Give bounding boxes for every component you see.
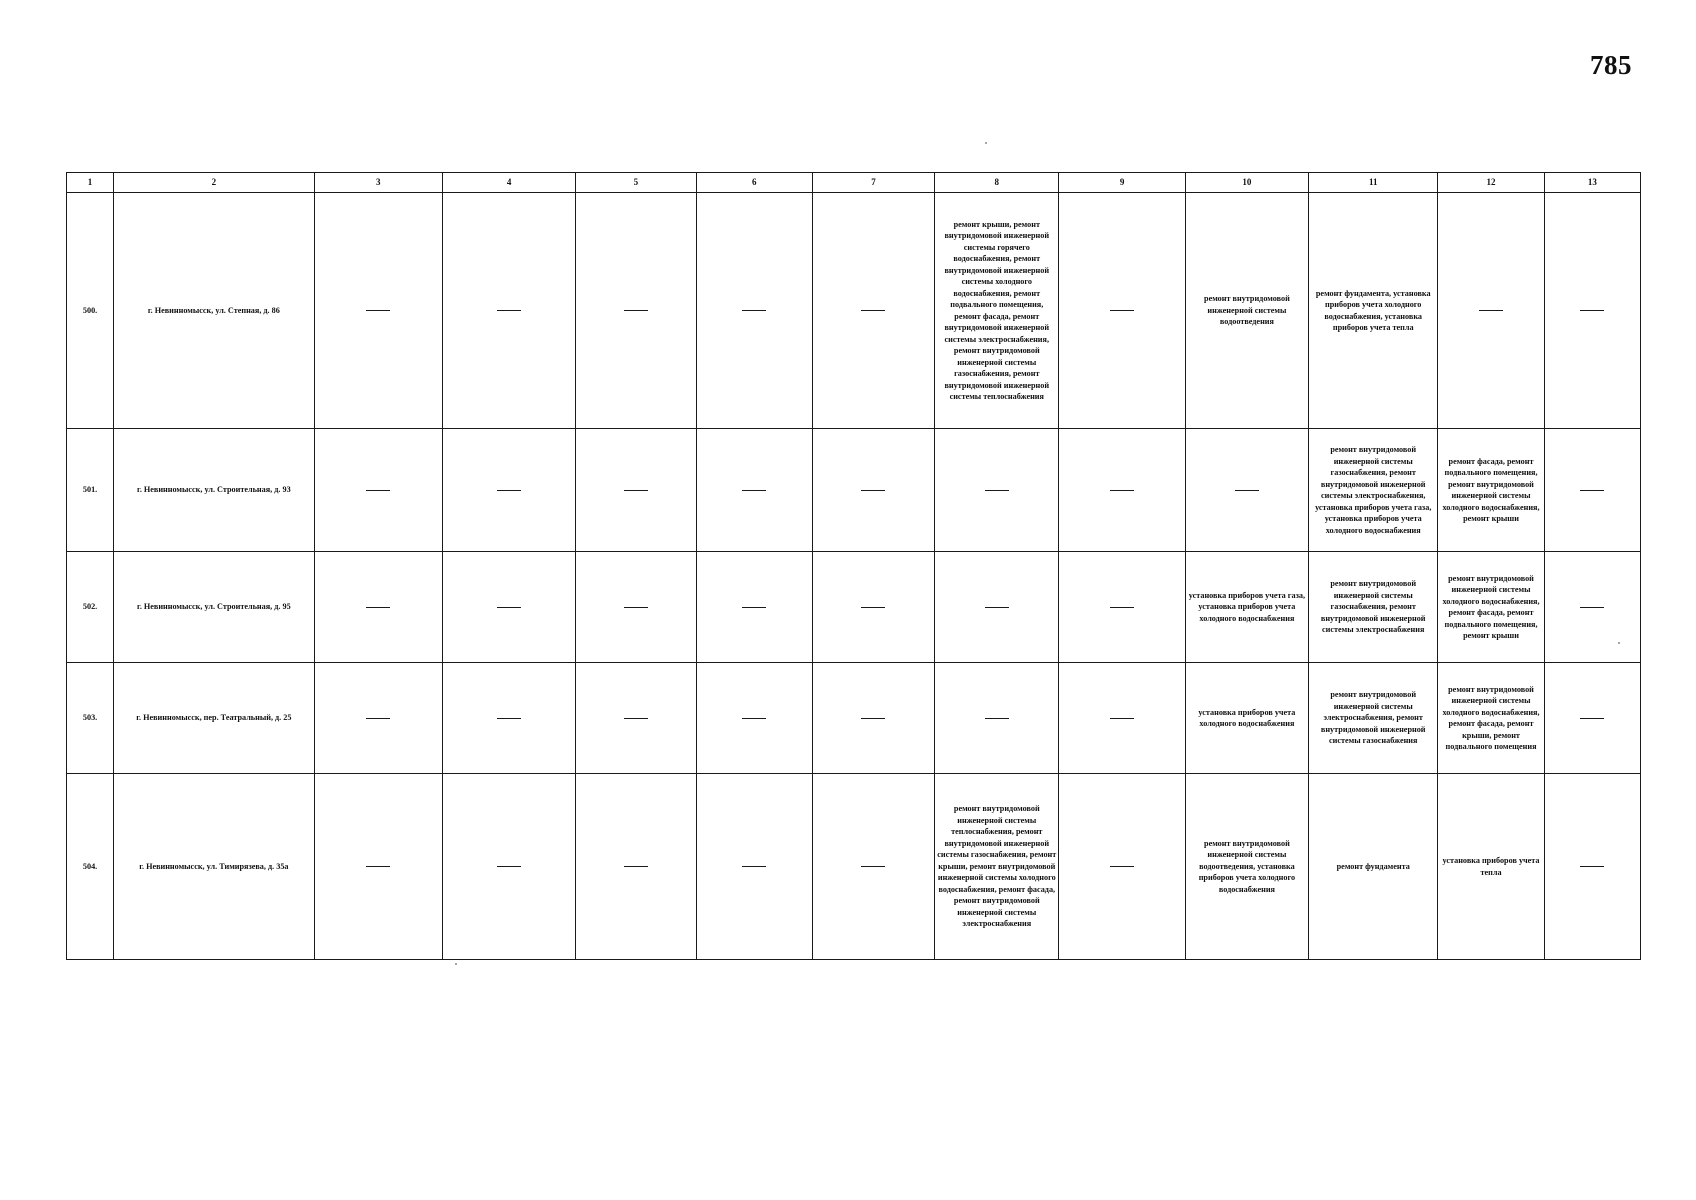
dash-mark [1110,718,1134,719]
repair-registry-table [66,172,1641,960]
empty-dash-cell [1544,193,1640,429]
table-row [67,193,1641,429]
dash-mark [861,718,885,719]
dash-mark [1580,718,1604,719]
dash-mark [1479,310,1503,311]
empty-dash-cell [696,552,812,663]
empty-dash-cell [314,429,442,552]
empty-dash-cell [696,774,812,960]
empty-dash-cell [812,193,934,429]
dash-mark [861,607,885,608]
empty-dash-cell [1059,774,1185,960]
dash-mark [624,490,648,491]
empty-dash-cell [576,663,696,774]
row-number: 502. [67,552,114,663]
dash-mark [497,607,521,608]
empty-dash-cell [935,429,1059,552]
dash-mark [742,866,766,867]
column-header: 11 [1309,173,1438,193]
empty-dash-cell [812,429,934,552]
empty-dash-cell [314,193,442,429]
empty-dash-cell [442,774,575,960]
dash-mark [366,490,390,491]
dash-mark [624,310,648,311]
work-description-cell: ремонт внутридомовой инженерной системы водоотведения [1185,193,1308,429]
empty-dash-cell [576,774,696,960]
dash-mark [985,490,1009,491]
address-cell: г. Невинномысск, ул. Строительная, д. 95 [114,552,315,663]
work-description-cell: установка приборов учета холодного водоснабжения [1185,663,1308,774]
dash-mark [497,718,521,719]
dash-mark [1580,607,1604,608]
work-description-cell: ремонт внутридомовой инженерной системы водоотведения, установка приборов учета холодного водоснабжения [1185,774,1308,960]
dash-mark [861,866,885,867]
dash-mark [985,718,1009,719]
work-description-cell: ремонт внутридомовой инженерной системы теплоснабжения, ремонт внутридомовой инженерной системы газоснабжения, ремонт крыши, ремонт внутридомовой инженерной системы холодного водоснабжения, ремонт фасада, ремонт внутридомовой инженерной системы электроснабжения [935,774,1059,960]
dash-mark [1580,310,1604,311]
dash-mark [366,310,390,311]
empty-dash-cell [696,663,812,774]
scan-speck [455,963,457,965]
empty-dash-cell [442,663,575,774]
row-number: 503. [67,663,114,774]
empty-dash-cell [576,429,696,552]
work-description-cell: ремонт внутридомовой инженерной системы электроснабжения, ремонт внутридомовой инженерной системы газоснабжения [1309,663,1438,774]
column-header: 4 [442,173,575,193]
row-number: 504. [67,774,114,960]
row-number: 500. [67,193,114,429]
dash-mark [366,866,390,867]
empty-dash-cell [812,774,934,960]
work-description-cell: установка приборов учета газа, установка приборов учета холодного водоснабжения [1185,552,1308,663]
empty-dash-cell [442,552,575,663]
work-description-cell: ремонт внутридомовой инженерной системы холодного водоснабжения, ремонт фасада, ремонт крыши, ремонт подвального помещения [1438,663,1544,774]
dash-mark [366,607,390,608]
table-row [67,663,1641,774]
dash-mark [366,718,390,719]
dash-mark [1110,490,1134,491]
dash-mark [497,866,521,867]
empty-dash-cell [812,552,934,663]
dash-mark [742,490,766,491]
work-description-cell: ремонт фасада, ремонт подвального помещения, ремонт внутридомовой инженерной системы холодного водоснабжения, ремонт крыши [1438,429,1544,552]
address-cell: г. Невинномысск, пер. Театральный, д. 25 [114,663,315,774]
column-header: 8 [935,173,1059,193]
empty-dash-cell [696,429,812,552]
address-cell: г. Невинномысск, ул. Степная, д. 86 [114,193,315,429]
column-header: 9 [1059,173,1185,193]
empty-dash-cell [812,663,934,774]
empty-dash-cell [696,193,812,429]
dash-mark [742,607,766,608]
empty-dash-cell [1059,429,1185,552]
column-header: 13 [1544,173,1640,193]
empty-dash-cell [314,552,442,663]
empty-dash-cell [442,429,575,552]
address-cell: г. Невинномысск, ул. Строительная, д. 93 [114,429,315,552]
empty-dash-cell [1544,552,1640,663]
table-row [67,774,1641,960]
empty-dash-cell [576,552,696,663]
empty-dash-cell [1438,193,1544,429]
empty-dash-cell [1544,774,1640,960]
table-row [67,429,1641,552]
row-number: 501. [67,429,114,552]
empty-dash-cell [935,552,1059,663]
scan-speck [1618,642,1620,644]
empty-dash-cell [314,774,442,960]
dash-mark [624,866,648,867]
column-header: 3 [314,173,442,193]
column-header: 2 [114,173,315,193]
dash-mark [624,718,648,719]
header-row [67,173,1641,193]
empty-dash-cell [1059,552,1185,663]
dash-mark [861,490,885,491]
empty-dash-cell [1185,429,1308,552]
page-number: 785 [1590,50,1632,80]
work-description-cell: ремонт фундамента, установка приборов учета холодного водоснабжения, установка приборов учета тепла [1309,193,1438,429]
address-cell: г. Невинномысск, ул. Тимирязева, д. 35а [114,774,315,960]
work-description-cell: ремонт внутридомовой инженерной системы холодного водоснабжения, ремонт фасада, ремонт подвального помещения, ремонт крыши [1438,552,1544,663]
column-header: 6 [696,173,812,193]
work-description-cell: ремонт внутридомовой инженерной системы газоснабжения, ремонт внутридомовой инженерной системы электроснабжения [1309,552,1438,663]
dash-mark [742,718,766,719]
table-body [67,193,1641,960]
column-header: 7 [812,173,934,193]
dash-mark [985,607,1009,608]
work-description-cell: ремонт крыши, ремонт внутридомовой инженерной системы горячего водоснабжения, ремонт внутридомовой инженерной системы холодного водоснабжения, ремонт подвального помещения, ремонт фасада, ремонт внутридомовой инженерной системы электроснабжения, ремонт внутридомовой инженерной системы газоснабжения, ремонт внутридомовой инженерной системы теплоснабжения [935,193,1059,429]
empty-dash-cell [1544,663,1640,774]
column-header: 1 [67,173,114,193]
empty-dash-cell [442,193,575,429]
empty-dash-cell [314,663,442,774]
work-description-cell: ремонт внутридомовой инженерной системы газоснабжения, ремонт внутридомовой инженерной системы электроснабжения, установка приборов учета газа, установка приборов учета холодного водоснабжения [1309,429,1438,552]
column-header: 12 [1438,173,1544,193]
dash-mark [861,310,885,311]
work-description-cell: установка приборов учета тепла [1438,774,1544,960]
dash-mark [1580,490,1604,491]
column-header: 5 [576,173,696,193]
empty-dash-cell [935,663,1059,774]
dash-mark [1110,607,1134,608]
empty-dash-cell [1059,663,1185,774]
empty-dash-cell [1059,193,1185,429]
dash-mark [1110,310,1134,311]
dash-mark [497,310,521,311]
dash-mark [1110,866,1134,867]
dash-mark [624,607,648,608]
empty-dash-cell [1544,429,1640,552]
dash-mark [497,490,521,491]
work-description-cell: ремонт фундамента [1309,774,1438,960]
scan-speck [985,142,987,144]
table-row [67,552,1641,663]
dash-mark [1235,490,1259,491]
column-header: 10 [1185,173,1308,193]
empty-dash-cell [576,193,696,429]
dash-mark [1580,866,1604,867]
dash-mark [742,310,766,311]
